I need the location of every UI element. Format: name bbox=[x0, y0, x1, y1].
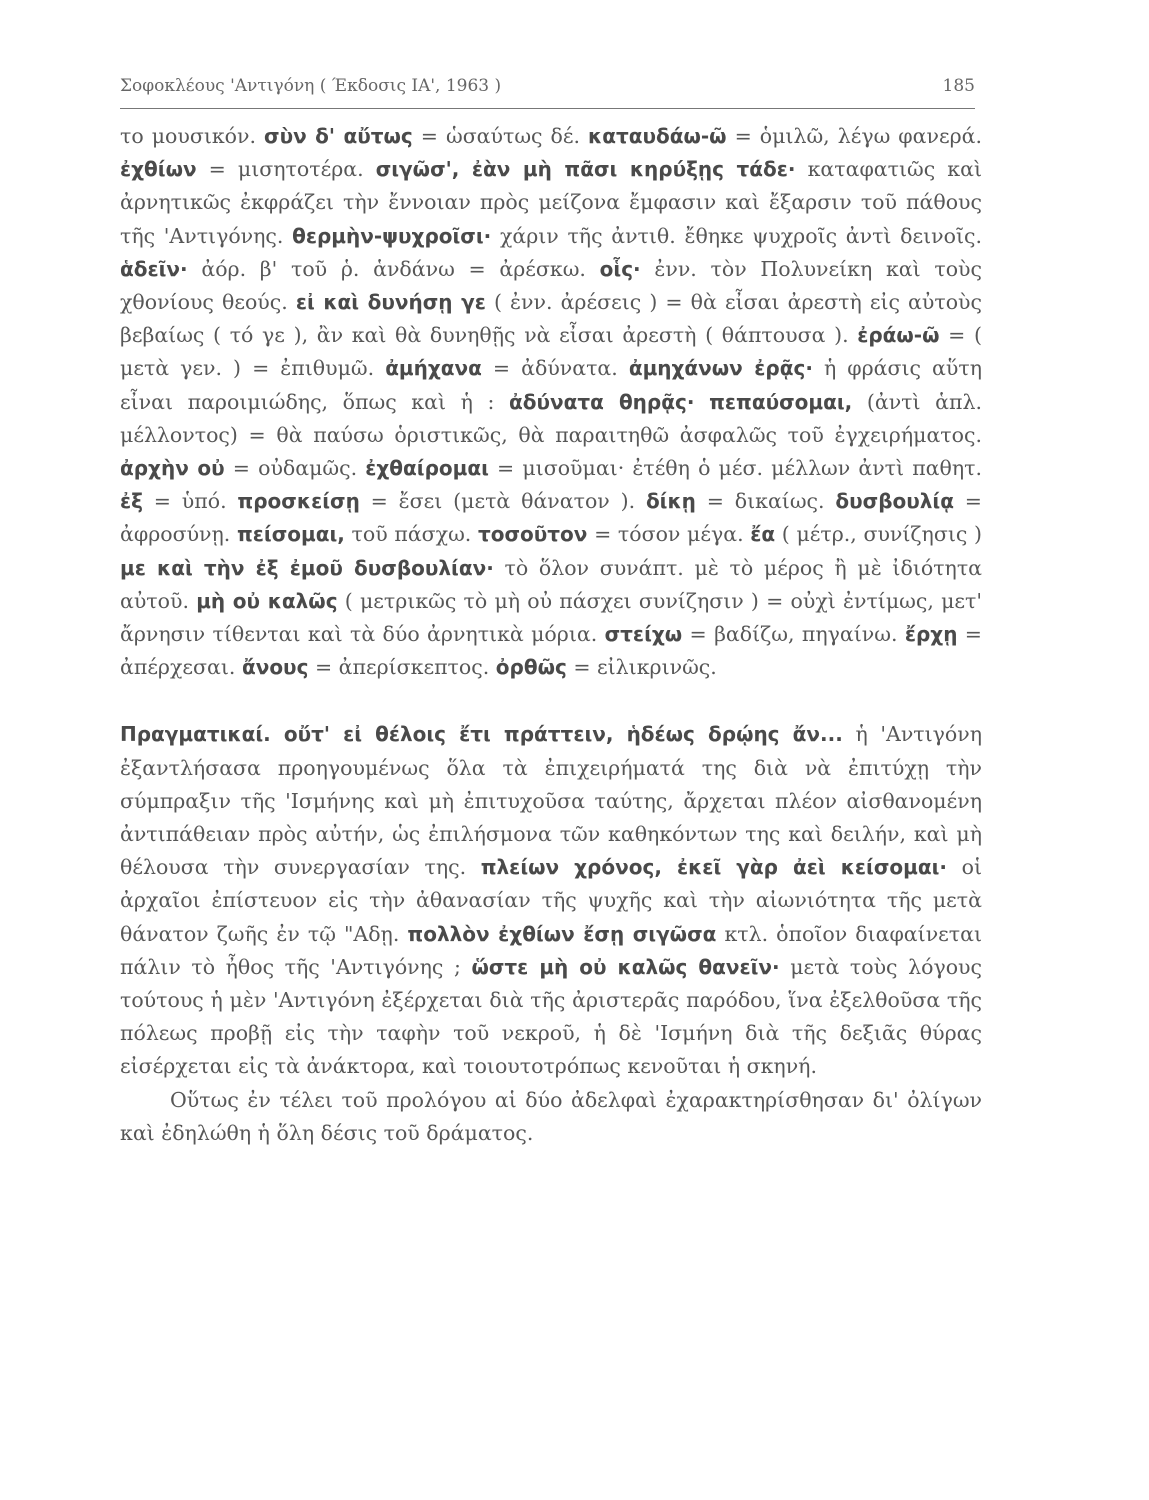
gloss-text bbox=[694, 390, 709, 414]
page-number: 185 bbox=[942, 76, 975, 96]
gloss-text: = δικαίως. bbox=[695, 489, 836, 514]
gloss-text: τὸ ὅλον συνάπτ. μὲ τὸ μέρος ἢ μὲ ἰδιότητα αὐτοῦ. bbox=[120, 555, 983, 613]
gloss-text: = ἔσει (μετὰ θάνατον ). bbox=[359, 489, 646, 514]
lemma-term: ἀμήχανα bbox=[385, 356, 482, 381]
gloss-text: = μισοῦμαι· ἐτέθη ὁ μέσ. μέλλων ἀντὶ παθητ. bbox=[488, 456, 982, 481]
gloss-text: = ὡσαύτως δέ. bbox=[412, 124, 589, 148]
gloss-text: = οὐδαμῶς. bbox=[224, 456, 366, 481]
lemma-term: σὺν δ' αὔτως bbox=[264, 124, 413, 148]
concluding-paragraph bbox=[120, 1084, 982, 1150]
lemma-term: Πραγματικαί. οὔτ' εἰ θέλοις ἔτι πράττειν, ἡδέως δρῴης ἄν... bbox=[120, 722, 843, 747]
gloss-text: = ἀδύνατα. bbox=[481, 356, 629, 381]
lemma-term: πεπαύσομαι, bbox=[709, 389, 853, 414]
lemma-term: ἀδύνατα θηρᾷς· bbox=[509, 389, 695, 414]
gloss-text: το μουσικόν. bbox=[120, 124, 265, 148]
gloss-text: = ἀπέρχεσαι. bbox=[120, 622, 982, 680]
gloss-text: ( ἐνν. ἀρέσεις ) = θὰ εἶσαι ἀρεστὴ εἰς αὐτοὺς βεβαίως ( τό γε ), ἂν καὶ θὰ δυνηθῇς νὰ εἶσαι ἀρεστὴ ( θάπτουσα ). bbox=[120, 290, 982, 348]
gloss-text: = ὑπό. bbox=[142, 489, 238, 514]
gloss-text: ( μέτρ., συνίζησις ) bbox=[775, 522, 982, 547]
page-body bbox=[120, 120, 982, 1150]
gloss-text: = τόσον μέγα. bbox=[587, 522, 751, 547]
gloss-text: = ἀφροσύνῃ. bbox=[120, 489, 982, 547]
gloss-text: ἀόρ. β' τοῦ ῥ. ἁνδάνω = ἀρέσκω. bbox=[187, 256, 600, 281]
gloss-text: (ἀντὶ ἁπλ. μέλλοντος) = θὰ παύσω ὁριστικῶς, θὰ παραιτηθῶ ἀσφαλῶς τοῦ ἐγχειρήματος. bbox=[120, 389, 982, 447]
lemma-term: δυσβουλίᾳ bbox=[835, 489, 954, 514]
header-title: Σοφοκλέους 'Αντιγόνη ( Έκδοσις ΙΑ', 1963 ) bbox=[120, 76, 502, 96]
gloss-text: = ὁμιλῶ, λέγω φανερά. bbox=[726, 124, 983, 148]
lemma-term: καταυδάω-ῶ bbox=[588, 124, 727, 148]
gloss-text: τοῦ πάσχω. bbox=[344, 522, 478, 547]
gloss-text: = εἰλικρινῶς. bbox=[566, 655, 717, 680]
lemma-term: ἐράω-ῶ bbox=[857, 323, 940, 348]
lemma-term: ἁδεῖν· bbox=[120, 256, 188, 281]
lemma-term: στείχω bbox=[604, 622, 683, 647]
gloss-text: χάριν τῆς ἀντιθ. ἔθηκε ψυχροῖς ἀντὶ δεινοῖς. bbox=[491, 223, 982, 248]
gloss-text: μετὰ τοὺς λόγους τούτους ἡ μὲν 'Αντιγόνη ἐξέρχεται διὰ τῆς ἀριστερᾶς παρόδου, ἵνα ἐξελθοῦσα τῆς πόλεως προβῇ εἰς τὴν ταφὴν τοῦ νεκροῦ, ἡ δὲ 'Ισμήνη διὰ τῆς δεξιᾶς θύρας εἰσέρχεται εἰς τὰ ἀνάκτορα, καὶ τοιουτοτρόπως κενοῦται ἡ σκηνή. bbox=[120, 954, 982, 1079]
lemma-term: ἔρχῃ bbox=[904, 622, 958, 647]
gloss-text: = ἀπερίσκεπτος. bbox=[308, 655, 496, 680]
lemma-term: ὥστε μὴ οὐ καλῶς θανεῖν· bbox=[471, 954, 780, 979]
lemma-term: πείσομαι, bbox=[236, 522, 345, 547]
gloss-text: καταφατιῶς καὶ ἀρνητικῶς ἐκφράζει τὴν ἔννοιαν πρὸς μείζονα ἔμφασιν καὶ ἔξαρσιν τοῦ πάθους τῆς 'Αντιγόνης. bbox=[120, 157, 982, 248]
lemma-term: πλείων χρόνος, ἐκεῖ γὰρ ἀεὶ κείσομαι· bbox=[480, 855, 948, 880]
gloss-text: οἱ ἀρχαῖοι ἐπίστευον εἰς τὴν ἀθανασίαν τῆς ψυχῆς καὶ τὴν αἰωνιότητα τῆς μετὰ θάνατον ζωῆς ἐν τῷ "Αδῃ. bbox=[120, 855, 982, 946]
lemma-term: οἷς· bbox=[599, 256, 641, 281]
lemma-term: ὀρθῶς bbox=[495, 655, 567, 680]
gloss-text: = βαδίζω, πηγαίνω. bbox=[682, 622, 905, 647]
lemma-term: ἀμηχάνων ἐρᾷς· bbox=[628, 356, 813, 381]
lemma-term: σιγῶσ', ἐὰν μὴ πᾶσι κηρύξῃς τάδε· bbox=[375, 157, 796, 182]
lemma-term: δίκῃ bbox=[645, 489, 696, 514]
gloss-text: ἡ 'Αντιγόνη ἐξαντλήσασα προηγουμένως ὅλα τὰ ἐπιχειρήματά της διὰ νὰ ἐπιτύχῃ τὴν σύμπραξιν τῆς 'Ισμήνης καὶ μὴ ἐπιτυχοῦσα ταύτης, ἄρχεται πλέον αἰσθανομένη ἀντιπάθειαν πρὸς αὐτήν, ὡς ἐπιλήσμονα τῶν καθηκόντων της καὶ δειλήν, καὶ μὴ θέλουσα τὴν συνεργασίαν της. bbox=[120, 722, 982, 880]
lemma-term: ἐχθίων bbox=[120, 157, 197, 182]
lemma-term: ἐξ bbox=[120, 489, 143, 514]
lemma-term: ἔα bbox=[750, 522, 776, 547]
lemma-term: προσκείσῃ bbox=[237, 489, 360, 514]
gloss-text: κτλ. ὁποῖον διαφαίνεται πάλιν τὸ ἦθος τῆς 'Αντιγόνης ; bbox=[120, 921, 982, 979]
lemma-term: ἄνους bbox=[241, 655, 309, 680]
lemma-term: τοσοῦτον bbox=[477, 522, 588, 547]
lemma-term: πολλὸν ἐχθίων ἔσῃ σιγῶσα bbox=[407, 921, 717, 946]
commentary-paragraph-2 bbox=[120, 718, 982, 1083]
commentary-paragraph bbox=[120, 120, 982, 684]
lemma-term: εἰ καὶ δυνήσῃ γε bbox=[295, 290, 486, 315]
lemma-term: μὴ οὐ καλῶς bbox=[196, 588, 338, 613]
lemma-term: θερμὴν-ψυχροῖσι· bbox=[292, 223, 492, 248]
gloss-text: Οὕτως ἐν τέλει τοῦ προλόγου αἱ δύο ἀδελφαὶ ἐχαρακτηρίσθησαν δι' ὀλίγων καὶ ἐδηλώθη ἡ ὅλη δέσις τοῦ δράματος. bbox=[120, 1087, 982, 1145]
lemma-term: ἀρχὴν οὐ bbox=[120, 456, 225, 481]
lemma-term: ἐχθαίρομαι bbox=[365, 456, 489, 481]
gloss-text: ἐνν. τὸν Πολυνείκη καὶ τοὺς χθονίους θεούς. bbox=[120, 256, 982, 315]
running-header bbox=[120, 72, 975, 109]
gloss-text: = μισητοτέρα. bbox=[196, 157, 376, 182]
gloss-text: ἡ φράσις αὕτη εἶναι παροιμιώδης, ὅπως καὶ ἡ : bbox=[120, 356, 982, 414]
gloss-text: = ( μετὰ γεν. ) = ἐπιθυμῶ. bbox=[120, 323, 982, 381]
gloss-text: ( μετρικῶς τὸ μὴ οὐ πάσχει συνίζησιν ) = οὐχὶ ἐντίμως, μετ' ἄρνησιν τίθενται καὶ τὰ δύο ἀρνητικὰ μόρια. bbox=[120, 588, 982, 647]
lemma-term: με καὶ τὴν ἐξ ἐμοῦ δυσβουλίαν· bbox=[120, 555, 494, 580]
